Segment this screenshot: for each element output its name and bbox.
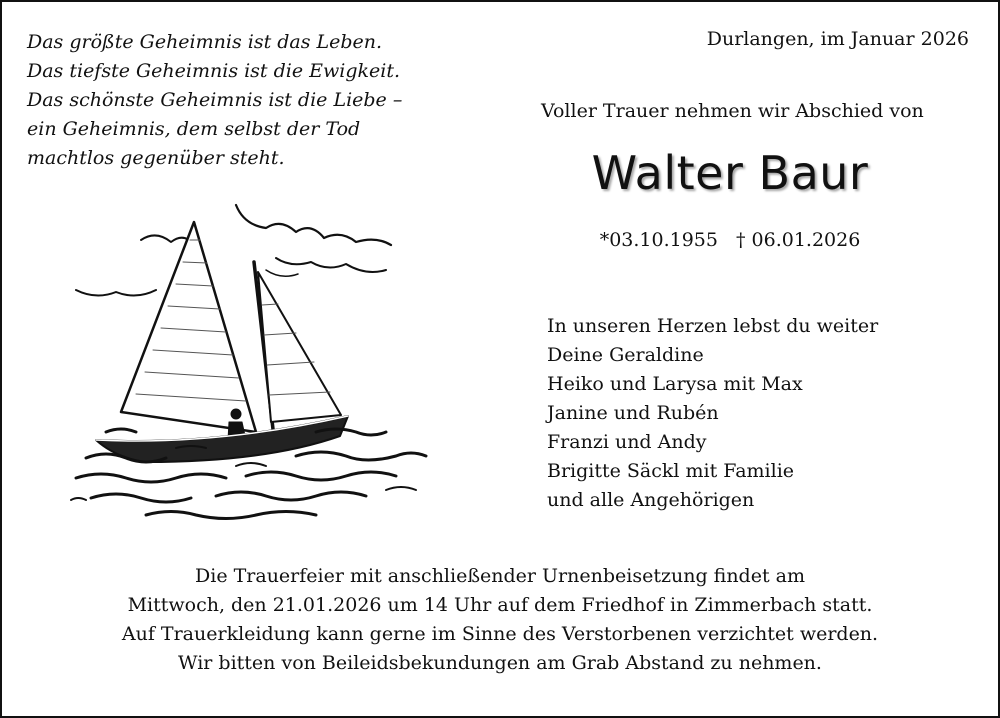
funeral-service-info bbox=[0, 562, 1000, 678]
service-line: Mittwoch, den 21.01.2026 um 14 Uhr auf dem Friedhof in Zimmerbach statt. bbox=[127, 594, 873, 616]
poem-line: Das schönste Geheimnis ist die Liebe – bbox=[27, 89, 403, 111]
mourner-line: Brigitte Säckl mit Familie bbox=[547, 460, 795, 482]
mourner-line: Franzi und Andy bbox=[547, 431, 707, 453]
place-and-date: Durlangen, im Januar 2026 bbox=[706, 28, 969, 50]
mourner-line: Deine Geraldine bbox=[547, 344, 704, 366]
death-date: † 06.01.2026 bbox=[735, 229, 861, 251]
poem-line: ein Geheimnis, dem selbst der Tod bbox=[27, 118, 361, 140]
mourner-line: In unseren Herzen lebst du weiter bbox=[547, 315, 879, 337]
life-dates bbox=[520, 229, 940, 251]
service-line: Die Trauerfeier mit anschließender Urnenbeisetzung findet am bbox=[195, 565, 805, 587]
deceased-name: Walter Baur bbox=[591, 146, 869, 200]
mourners-list bbox=[547, 312, 878, 515]
poem-quote bbox=[27, 28, 402, 173]
poem-line: machtlos gegenüber steht. bbox=[27, 147, 285, 169]
service-line: Wir bitten von Beileidsbekundungen am Grab Abstand zu nehmen. bbox=[178, 652, 822, 674]
service-line: Auf Trauerkleidung kann gerne im Sinne des Verstorbenen verzichtet werden. bbox=[121, 623, 879, 645]
mourner-line: Heiko und Larysa mit Max bbox=[547, 373, 803, 395]
birth-date: *03.10.1955 bbox=[599, 229, 718, 251]
farewell-intro: Voller Trauer nehmen wir Abschied von bbox=[541, 100, 924, 122]
poem-line: Das größte Geheimnis ist das Leben. bbox=[27, 31, 383, 53]
poem-line: Das tiefste Geheimnis ist die Ewigkeit. bbox=[27, 60, 401, 82]
mourner-line: und alle Angehörigen bbox=[547, 489, 755, 511]
mourner-line: Janine und Rubén bbox=[547, 402, 719, 424]
sailboat-icon bbox=[66, 200, 446, 525]
